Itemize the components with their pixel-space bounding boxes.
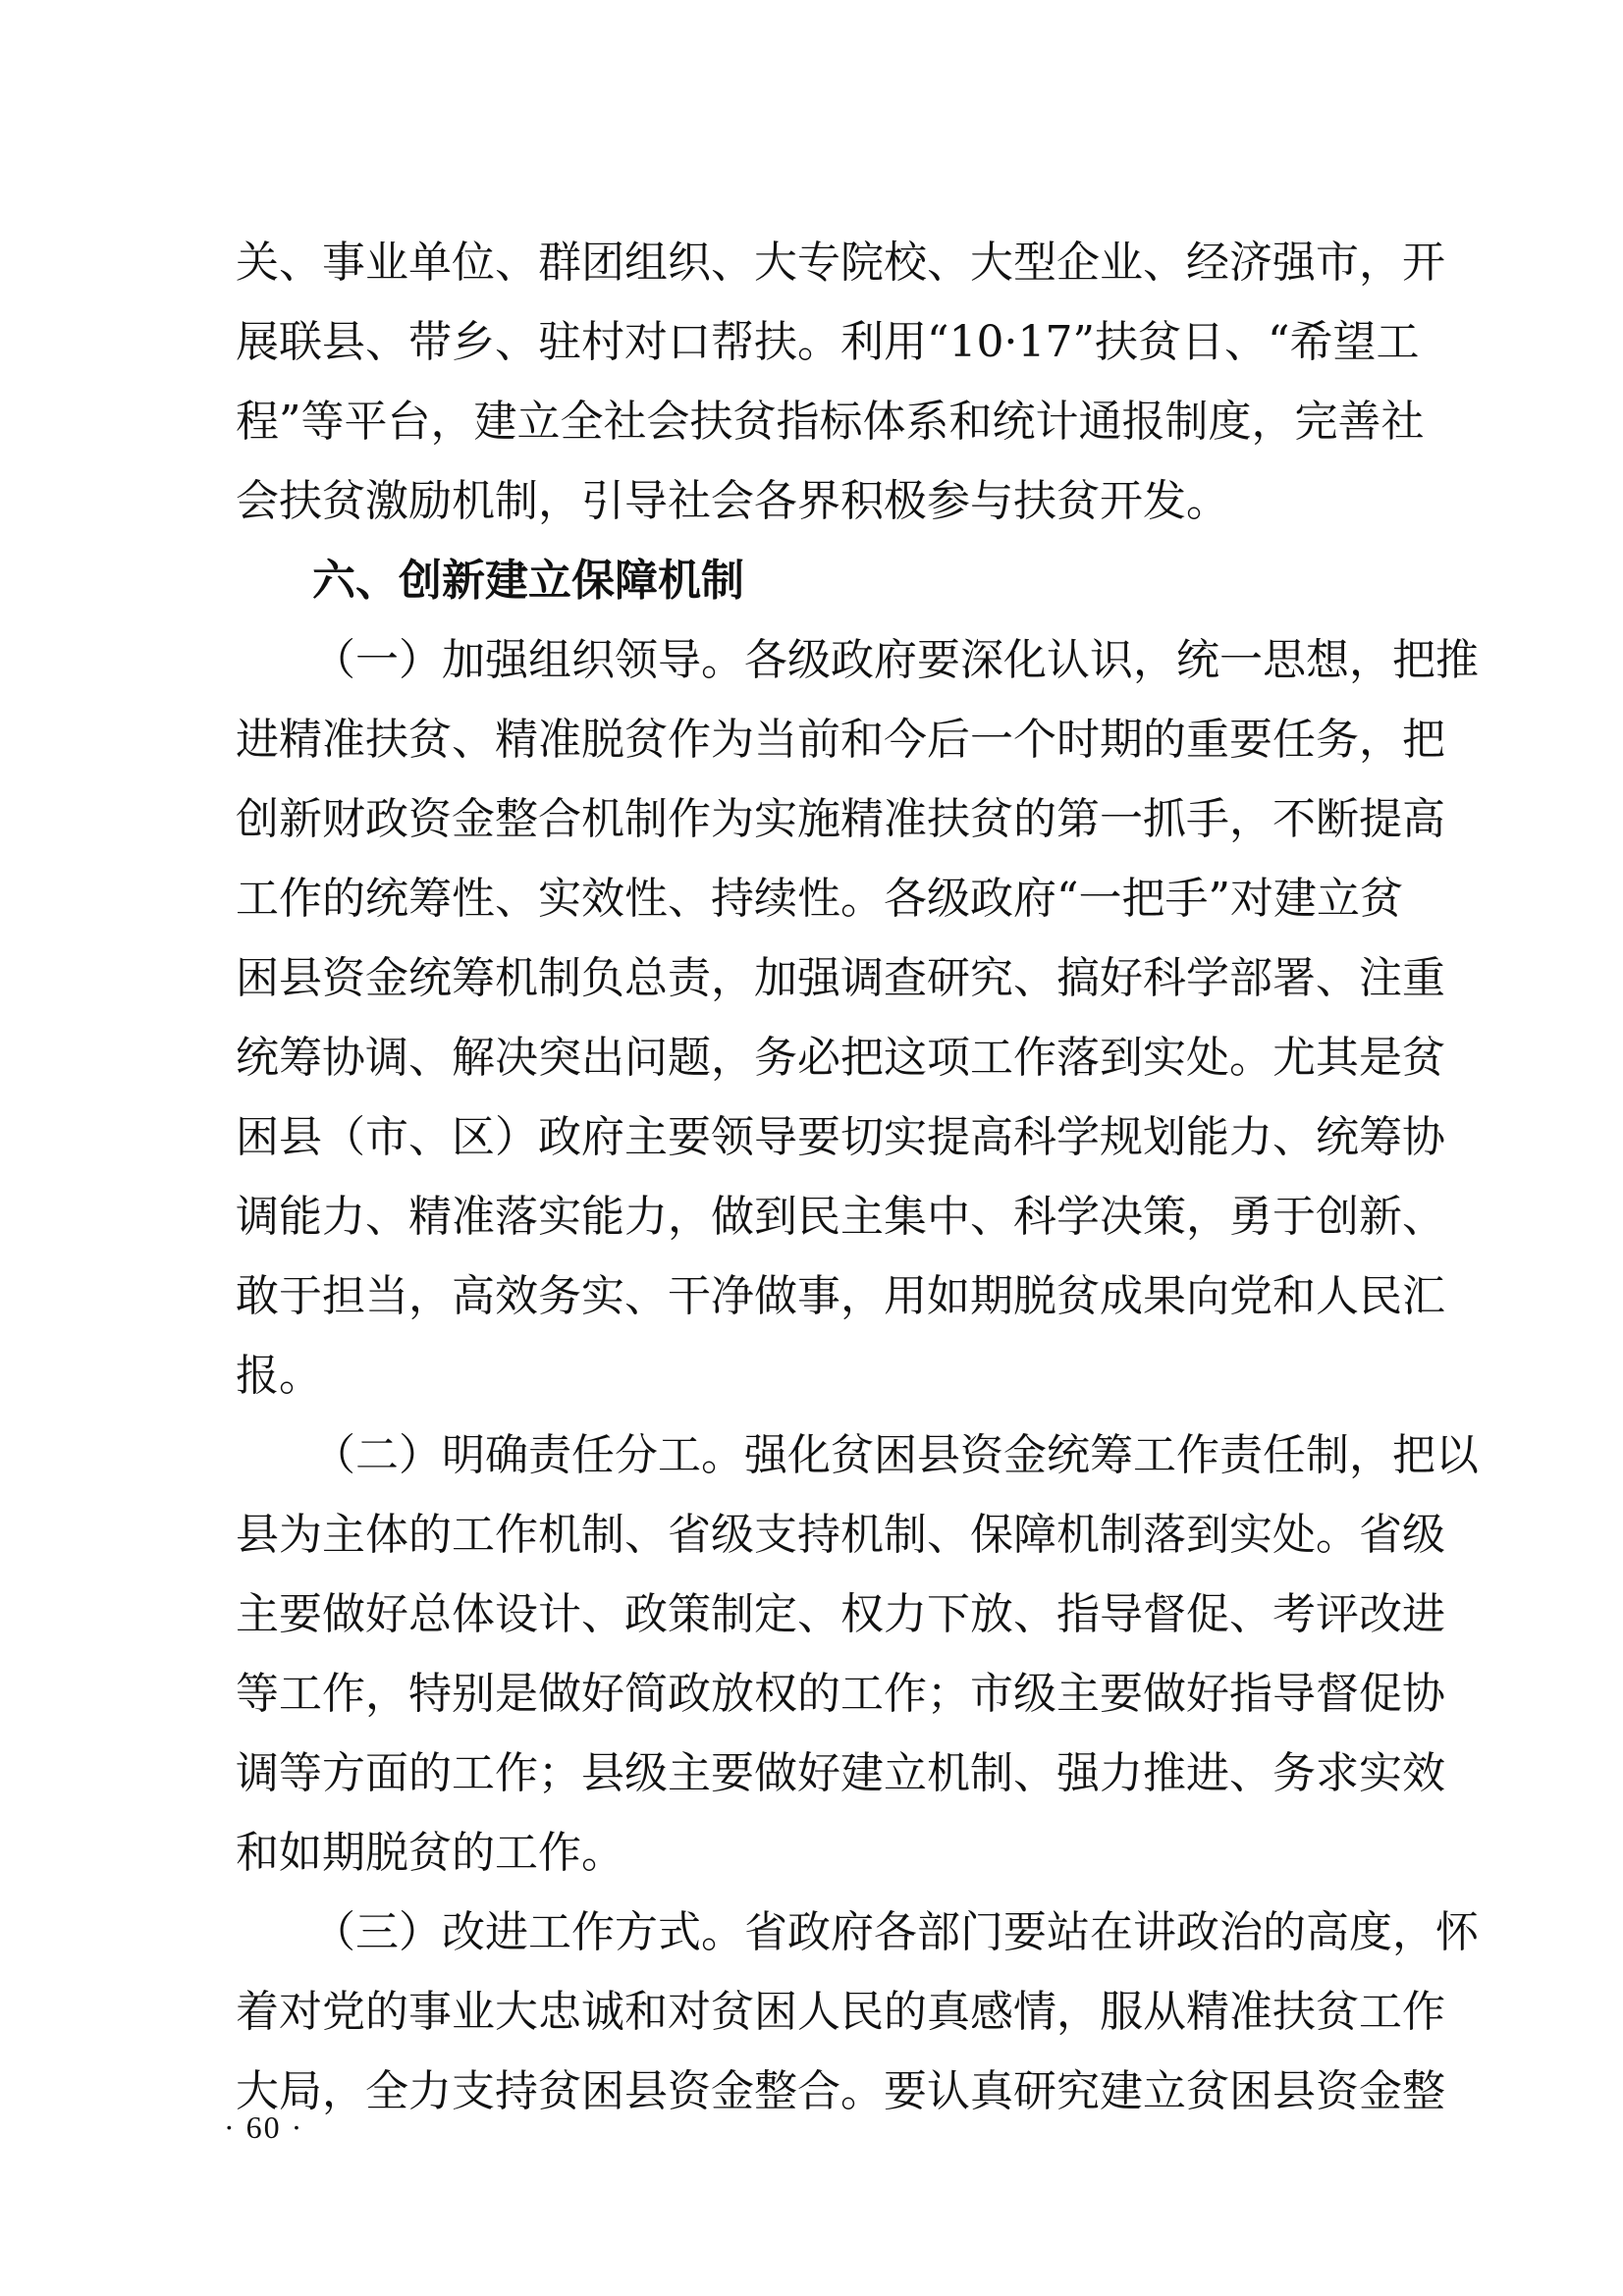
- subsection-text-line: 调等方面的工作；县级主要做好建立机制、强力推进、务求实效: [236, 1748, 1445, 1798]
- subsection-text-line: 等工作，特别是做好简政放权的工作；市级主要做好指导督促协: [236, 1669, 1445, 1719]
- subsection-text-line: 调能力、精准落实能力，做到民主集中、科学决策，勇于创新、: [236, 1192, 1445, 1242]
- subsection-text-line: （三）改进工作方式。省政府各部门要站在讲政治的高度，怀: [312, 1907, 1479, 1957]
- body-text-line: 程”等平台，建立全社会扶贫指标体系和统计通报制度，完善社: [236, 397, 1425, 447]
- subsection-text-line: 困县（市、区）政府主要领导要切实提高科学规划能力、统筹协: [236, 1112, 1445, 1162]
- page-number: · 60 ·: [224, 2109, 304, 2145]
- subsection-text-line: 敢于担当，高效务实、干净做事，用如期脱贫成果向党和人民汇: [236, 1271, 1445, 1321]
- body-text-line: 展联县、带乡、驻村对口帮扶。利用“10·17”扶贫日、“希望工: [236, 317, 1420, 367]
- subsection-text-line: 困县资金统筹机制负总责，加强调查研究、搞好科学部署、注重: [236, 953, 1445, 1003]
- subsection-text-line: 和如期脱贫的工作。: [236, 1828, 624, 1878]
- subsection-text-line: 工作的统筹性、实效性、持续性。各级政府“一把手”对建立贫: [236, 874, 1403, 924]
- subsection-text-line: （二）明确责任分工。强化贫困县资金统筹工作责任制，把以: [312, 1430, 1479, 1480]
- body-text-line: 关、事业单位、群团组织、大专院校、大型企业、经济强市，开: [236, 238, 1445, 288]
- subsection-text-line: 报。: [236, 1351, 322, 1401]
- body-text-line: 会扶贫激励机制，引导社会各界积极参与扶贫开发。: [236, 476, 1229, 526]
- subsection-text-line: 进精准扶贫、精准脱贫作为当前和今后一个时期的重要任务，把: [236, 715, 1445, 765]
- subsection-text-line: 创新财政资金整合机制作为实施精准扶贫的第一抓手，不断提高: [236, 794, 1445, 844]
- subsection-text-line: （一）加强组织领导。各级政府要深化认识，统一思想，把推: [312, 635, 1479, 685]
- subsection-text-line: 大局，全力支持贫困县资金整合。要认真研究建立贫困县资金整: [236, 2066, 1445, 2116]
- subsection-text-line: 统筹协调、解决突出问题，务必把这项工作落到实处。尤其是贫: [236, 1033, 1445, 1083]
- section-heading: 六、创新建立保障机制: [312, 556, 744, 606]
- subsection-text-line: 县为主体的工作机制、省级支持机制、保障机制落到实处。省级: [236, 1510, 1445, 1560]
- subsection-text-line: 主要做好总体设计、政策制定、权力下放、指导督促、考评改进: [236, 1589, 1445, 1639]
- subsection-text-line: 着对党的事业大忠诚和对贫困人民的真感情，服从精准扶贫工作: [236, 1987, 1445, 2037]
